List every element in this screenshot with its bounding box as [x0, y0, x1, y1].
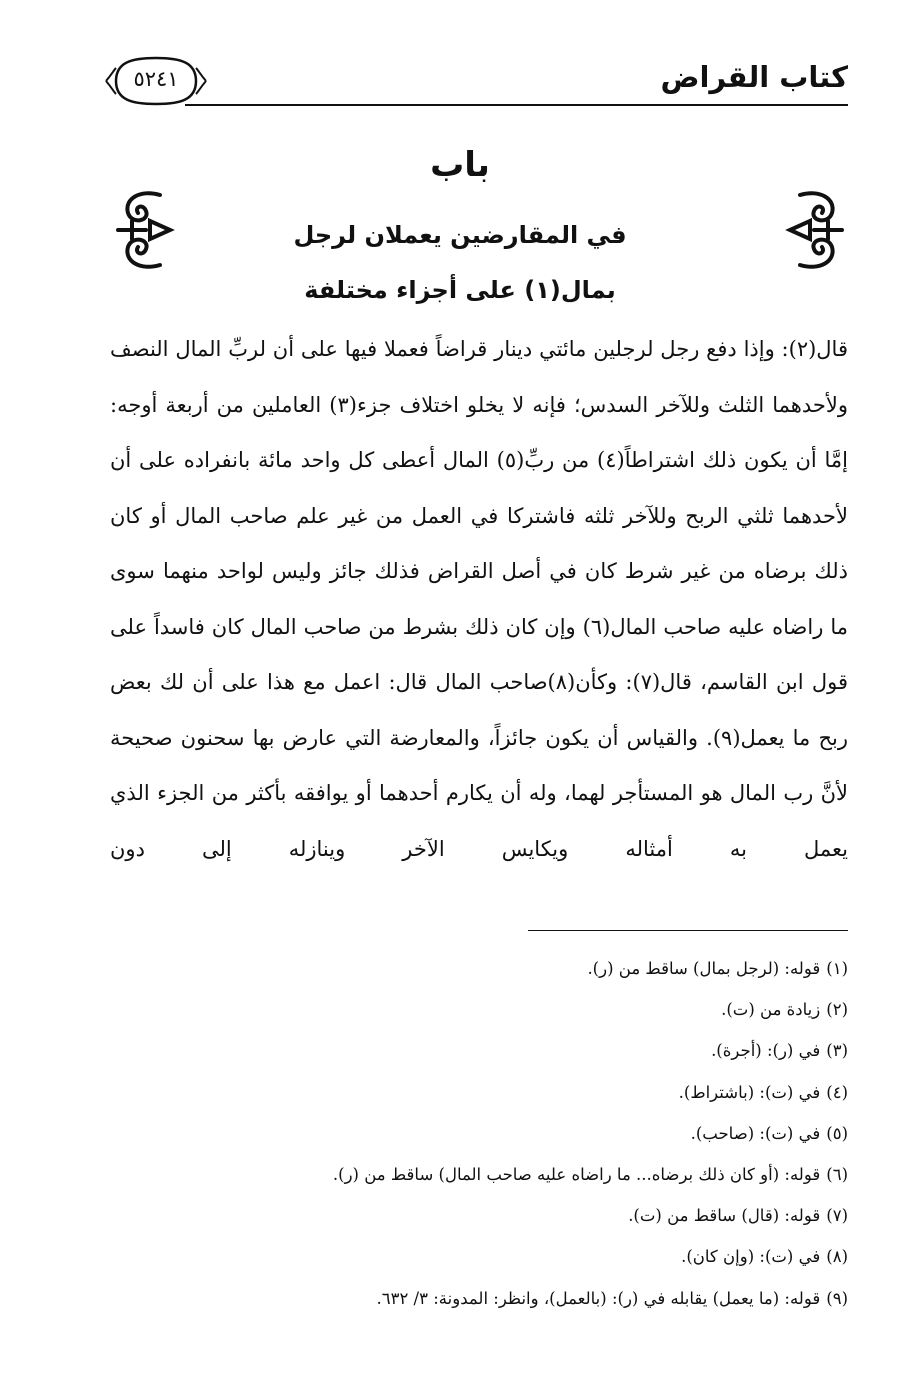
footnote-text: زيادة من (ت). — [721, 1000, 821, 1020]
chapter-subtitle-line: بمال(١) على أجزاء مختلفة — [304, 276, 616, 304]
page-number: ٥٢٤١ — [133, 67, 179, 91]
footnote-text: في (ت): (صاحب). — [690, 1123, 821, 1143]
footnote — [110, 1195, 848, 1236]
footnote — [110, 948, 848, 989]
footnote-marker: (٤) — [826, 1082, 848, 1102]
body-text — [110, 322, 848, 877]
body-paragraph: قال(٢): وإذا دفع رجل لرجلين مائتي دينار قراضاً فعملا فيها على أن لربِّ المال النصف ولأحدهما الثلث وللآخر السدس؛ فإنه لا يخلو اختلاف جزء(٣) العاملين من أربعة أوجه: إمَّا أن يكون ذلك اشتراطاً(٤) من ربِّ(٥) المال أعطى كل واحد مائة بانفراده على أن لأحدهما ثلثي الربح وللآخر ثلثه فاشتركا في العمل من غير علم صاحب المال أو كان ذلك برضاه من غير شرط كان في أصل القراض فذلك جائز وليس لواحد منهما سوى ما راضاه عليه صاحب المال(٦) وإن كان ذلك بشرط من صاحب المال كان فاسداً على قول ابن القاسم، قال(٧): وكأن(٨)صاحب المال قال: اعمل مع هذا على أن لك بعض ربح ما يعمل(٩). والقياس أن يكون جائزاً، والمعارضة التي عارض بها سحنون صحيحة لأنَّ رب المال هو المستأجر لهما، وله أن يكارم أحدهما أو يوافقه بأكثر من الجزء الذي يعمل به أمثاله ويكايس الآخر وينازله إلى دون — [110, 337, 848, 861]
footnote — [110, 1278, 848, 1319]
book-title: كتاب القراض — [660, 60, 848, 94]
footnote-marker: (٧) — [826, 1206, 848, 1226]
footnote — [110, 1113, 848, 1154]
footnote — [110, 1236, 848, 1277]
footnote-marker: (١) — [826, 959, 848, 978]
footnote-marker: (٦) — [826, 1165, 848, 1185]
footnote-text: قوله: (قال) ساقط من (ت). — [628, 1206, 821, 1226]
footnote-text: قوله: (أو كان ذلك برضاه... ما راضاه عليه صاحب المال) ساقط من (ر). — [332, 1165, 821, 1185]
footnote-marker: (٢) — [826, 1000, 848, 1020]
footnote-marker: (٨) — [826, 1247, 848, 1267]
footnote — [110, 1030, 848, 1071]
footnote-text: في (ر): (أجرة). — [711, 1041, 821, 1061]
footnote-text: قوله: (ما يعمل) يقابله في (ر): (بالعمل)، وانظر: المدونة: ٣/ ٦٣٢. — [376, 1288, 821, 1308]
footnote — [110, 1072, 848, 1113]
ornament-icon — [110, 185, 180, 275]
footnote-marker: (٣) — [826, 1041, 848, 1061]
footnote-text: في (ت): (باشتراط). — [678, 1082, 821, 1102]
footnote-text: في (ت): (وإن كان). — [681, 1247, 821, 1267]
ornament-icon — [780, 185, 850, 275]
footnote — [110, 989, 848, 1030]
page-number-badge — [102, 54, 210, 108]
chapter-subtitle — [240, 208, 680, 318]
footnote — [110, 1154, 848, 1195]
footnotes — [110, 948, 848, 1319]
chapter-subtitle-line: في المقارضين يعملان لرجل — [293, 221, 627, 249]
footnote-marker: (٥) — [826, 1123, 848, 1143]
header-rule — [185, 104, 848, 106]
footnote-rule — [528, 930, 848, 931]
footnote-marker: (٩) — [826, 1288, 848, 1308]
chapter-heading: باب — [430, 145, 490, 185]
footnote-text: قوله: (لرجل بمال) ساقط من (ر). — [587, 959, 821, 978]
